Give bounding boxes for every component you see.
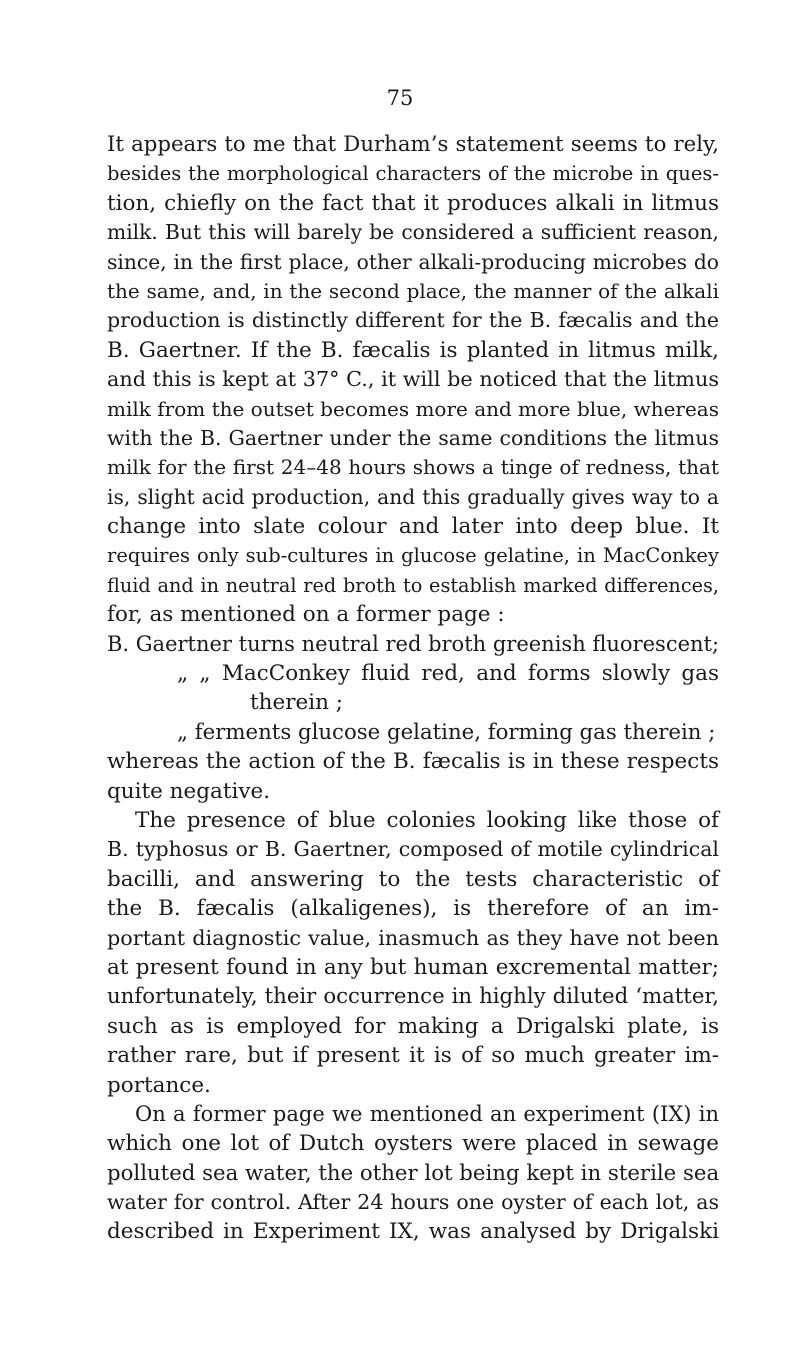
text-line: whereas the action of the B. fæcalis is in these respects xyxy=(107,749,719,775)
text-line: The presence of blue colonies looking like those of xyxy=(135,807,719,833)
body-text xyxy=(107,130,719,1247)
text-line: at present found in any but human excremental matter; xyxy=(107,954,719,980)
text-line: such as is employed for making a Drigalski plate, is xyxy=(107,1013,719,1039)
text-line: milk for the first 24–48 hours shows a tinge of redness, that xyxy=(107,455,719,480)
text-line: fluid and in neutral red broth to establish marked differences, xyxy=(107,573,719,597)
text-line: therein ; xyxy=(250,690,344,716)
text-line: portance. xyxy=(107,1072,211,1098)
text-line: B. typhosus or B. Gaertner, composed of motile cylindrical xyxy=(107,837,719,862)
text-line: since, in the first place, other alkali-producing microbes do xyxy=(107,249,719,274)
text-line: B. Gaertner. If the B. fæcalis is planted in litmus milk, xyxy=(107,337,719,363)
page-number: 75 xyxy=(386,86,414,110)
text-line: the B. fæcalis (alkaligenes), is therefore of an im- xyxy=(107,896,719,922)
text-line: „ ferments glucose gelatine, forming gas therein ; xyxy=(177,719,716,745)
text-line: portant diagnostic value, inasmuch as they have not been xyxy=(107,925,719,950)
text-line: On a former page we mentioned an experiment (IX) in xyxy=(135,1101,719,1126)
text-line: for, as mentioned on a former page : xyxy=(107,602,505,628)
text-line: unfortunately, their occurrence in highly diluted ‘matter, xyxy=(107,984,719,1010)
text-line: „ „ MacConkey fluid red, and forms slowly gas xyxy=(177,661,719,687)
text-line: polluted sea water, the other lot being kept in sterile sea xyxy=(107,1160,720,1186)
text-line: rather rare, but if present it is of so much greater im- xyxy=(107,1043,719,1069)
text-line: besides the morphological characters of the microbe in ques- xyxy=(107,162,719,186)
text-line: bacilli, and answering to the tests characteristic of xyxy=(107,866,719,892)
text-line: milk from the outset becomes more and more blue, whereas xyxy=(107,396,719,421)
text-line: B. Gaertner turns neutral red broth greenish fluorescent; xyxy=(107,631,720,656)
text-line: which one lot of Dutch oysters were placed in sewage xyxy=(107,1131,719,1157)
text-line: the same, and, in the second place, the manner of the alkali xyxy=(107,278,719,303)
text-line: water for control. After 24 hours one oyster of each lot, as xyxy=(107,1190,719,1215)
text-line: and this is kept at 37° C., it will be noticed that the litmus xyxy=(107,367,719,392)
text-line: described in Experiment IX, was analysed by Drigalski xyxy=(107,1219,719,1245)
text-line: change into slate colour and later into deep blue. It xyxy=(107,514,719,540)
text-line: tion, chiefly on the fact that it produces alkali in litmus xyxy=(107,190,719,216)
text-line: It appears to me that Durham’s statement seems to rely, xyxy=(107,132,719,157)
text-line: production is distinctly different for the B. fæcalis and the xyxy=(107,308,719,333)
text-line: requires only sub-cultures in glucose gelatine, in MacConkey xyxy=(107,544,719,568)
text-line: milk. But this will barely be considered a sufficient reason, xyxy=(107,220,719,245)
text-line: quite negative. xyxy=(107,778,271,804)
text-line: with the B. Gaertner under the same conditions the litmus xyxy=(107,425,719,450)
text-line: is, slight acid production, and this gradually gives way to a xyxy=(107,484,719,509)
